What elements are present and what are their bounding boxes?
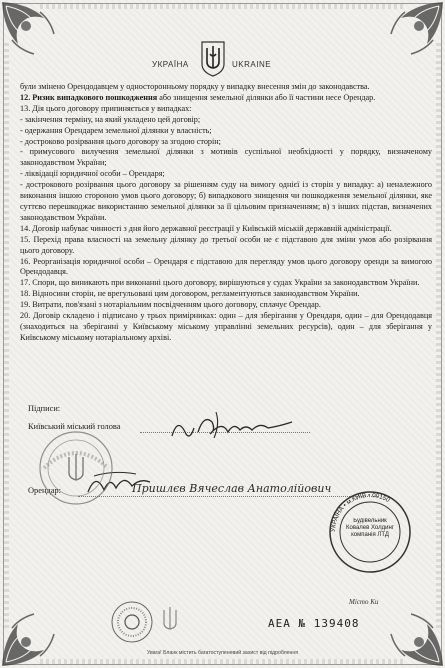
company-seal-stamp: [326, 488, 414, 576]
serial-number-sign: №: [298, 617, 307, 630]
paragraph-20: 20. Договір складено і підписано у трьох примірниках: один – для зберігання у Орендаря, один – для Орендодавця (знаходиться на зберіганні у Київському міському управлінні земельних ресурсів), один – для зберігання у Київському міському нотаріальному архіві.: [20, 311, 432, 342]
paragraph-17: 17. Спори, що виникають при виконанні цього договору, вирішуються у судах України за законодавством України.: [20, 278, 420, 288]
paragraph-16: 16. Реорганізація юридичної особи – Орендаря є підставою для перегляду умов цього договору оренди за вимогою Орендодавця.: [20, 256, 432, 277]
mayor-signature: [164, 408, 314, 442]
mayor-label: Київський міський голова: [28, 422, 121, 431]
paragraph-19: 19. Витрати, пов'язані з нотаріальним посвідченням цього договору, сплачує Орендар.: [20, 300, 321, 310]
tenant-label: Орендар:: [28, 486, 61, 495]
paragraph-12-heading: Ризик випадкового пошкодження: [32, 92, 158, 102]
ornament-border-top: [40, 4, 405, 9]
ornament-border-bottom: [40, 659, 405, 664]
tenant-handwritten-name: Пришлєв Вячеслав Анатолійович: [132, 482, 332, 495]
paragraph-continuation: були змінено Орендодавцем у односторонньому порядку у випадку внесення змін до законодавства.: [20, 82, 370, 91]
list-item: - ліквідації юридичної особи – Орендаря;: [20, 169, 165, 179]
list-item: - дострокового розірвання цього договору за рішенням суду на вимогу однієї із сторін у випадку: а) неналежного виконання іншою стороною умов цього договору; б) випадкового знищення чи пошкодження земельної ділянки, яке суттєво перешкоджає використанню земельної ділянки за її цільовим призначенням; в) з інших підстав, визначених законодавством України.: [20, 180, 432, 222]
paragraph-14: 14. Договір набуває чинності з дня його державної реєстрації у Київській міській державній адміністрації.: [20, 223, 392, 233]
paragraph-13: 13. Дія цього договору припиняється у випадках:: [20, 103, 192, 113]
signatures-heading: Підписи:: [28, 404, 61, 413]
list-item: - закінчення терміну, на який укладено цей договір;: [20, 114, 201, 124]
company-seal-center-text: Будівельник Ковалев Холдинг компанія ЛТД: [346, 518, 394, 538]
country-name-english: UKRAINE: [232, 60, 272, 69]
list-item: - достроково розірвання цього договору за згодою сторін;: [20, 136, 221, 146]
paragraph-12-text: або знищення земельної ділянки або її частини несе Орендар.: [157, 92, 376, 102]
paragraph-18: 18. Відносини сторін, не врегульовані цим договором, регламентуються законодавством України.: [20, 289, 360, 299]
document-header: [0, 40, 445, 80]
security-warning-note: Увага! Бланк містить багатоступеневий захист від підроблення: [146, 650, 299, 656]
mayor-seal-stamp: [36, 428, 116, 508]
ornament-border-right: [436, 40, 441, 628]
country-name-ukrainian: УКРАЇНА: [152, 60, 189, 69]
city-print-mark: Місто Ки: [349, 598, 379, 606]
security-rosette: [110, 600, 154, 644]
paragraph-12-number: 12.: [20, 92, 31, 102]
corner-ornament-bottom-left: [0, 608, 60, 668]
ornament-border-left: [4, 40, 9, 628]
serial-prefix: АЕА: [268, 617, 291, 630]
contract-body-text: [20, 82, 432, 344]
watermark-trident-icon: [158, 604, 182, 634]
ukraine-trident-emblem-icon: [200, 40, 226, 78]
company-seal-ring-text: УКРАЇНА • м.КИЇВ • 00150: [329, 491, 391, 533]
list-item: - одержання Орендарем земельної ділянки у власність;: [20, 125, 212, 135]
paragraph-15: 15. Перехід права власності на земельну ділянку до третьої особи не є підставою для зміни умов або розірвання цього договору.: [20, 234, 432, 255]
list-item: - примусового вилучення земельної ділянки з мотивів суспільної необхідності у порядку, визначеному законодавством України;: [20, 147, 432, 168]
form-serial-number: [268, 617, 360, 630]
serial-number: 139408: [313, 617, 360, 630]
corner-ornament-bottom-right: [385, 608, 445, 668]
paragraph-12: [20, 93, 432, 104]
